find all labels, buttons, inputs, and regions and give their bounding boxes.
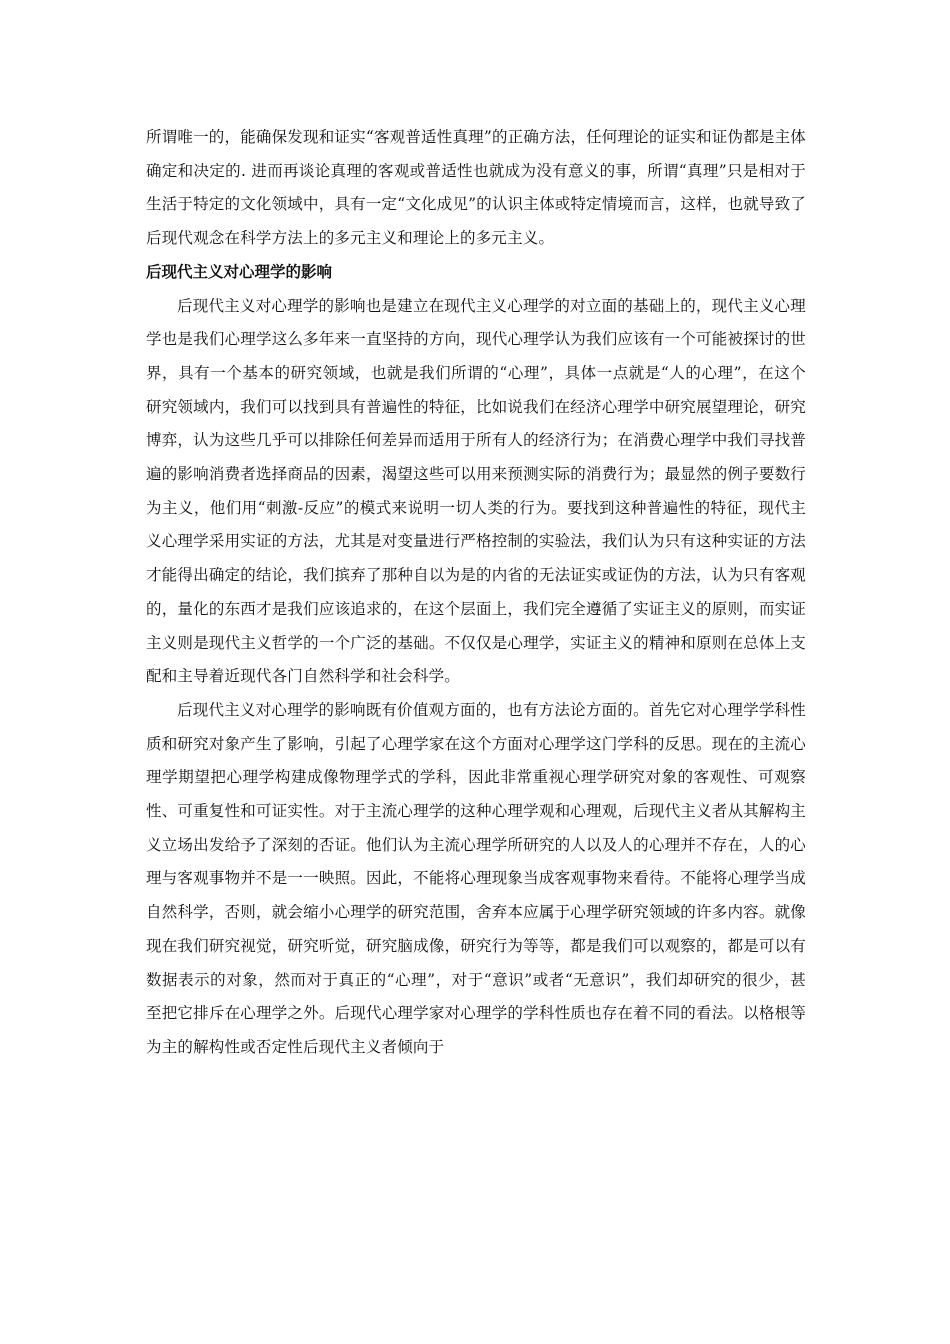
body-paragraph-1: 后现代主义对心理学的影响也是建立在现代主义心理学的对立面的基础上的，现代主义心理学也是我们心理学这么多年来一直坚持的方向，现代心理学认为我们应该有一个可能被探讨的世界，具有一个基本的研究领域，也就是我们所谓的“心理”，具体一点就是“人的心理”，在这个研究领域内，我们可以找到具有普遍性的特征，比如说我们在经济心理学中研究展望理论，研究博弈，认为这些几乎可以排除任何差异而适用于所有人的经济行为；在消费心理学中我们寻找普遍的影响消费者选择商品的因素，渴望这些可以用来预测实际的消费行为；最显然的例子要数行为主义，他们用“刺激-反应”的模式来说明一切人类的行为。要找到这种普遍性的特征，现代主义心理学采用实证的方法，尤其是对变量进行严格控制的实验法，我们认为只有这种实证的方法才能得出确定的结论，我们摈弃了那种自以为是的内省的无法证实或证伪的方法，认为只有客观的，量化的东西才是我们应该追求的，在这个层面上，我们完全遵循了实证主义的原则，而实证主义则是现代主义哲学的一个广泛的基础。不仅仅是心理学，实证主义的精神和原则在总体上支配和主导着近现代各门自然科学和社会科学。 <box>146 296 806 686</box>
section-heading: 后现代主义对心理学的影响 <box>146 262 333 281</box>
body-paragraph-2: 后现代主义对心理学的影响既有价值观方面的，也有方法论方面的。首先它对心理学学科性质和研究对象产生了影响，引起了心理学家在这个方面对心理学这门学科的反思。现在的主流心理学期望把心理学构建成像物理学式的学科，因此非常重视心理学研究对象的客观性、可观察性、可重复性和可证实性。对于主流心理学的这种心理学观和心理观，后现代主义者从其解构主义立场出发给予了深刻的否证。他们认为主流心理学所研究的人以及人的心理并不存在，人的心理与客观事物并不是一一映照。因此，不能将心理现象当成客观事物来看待。不能将心理学当成自然科学，否则，就会缩小心理学的研究范围，舍弃本应属于心理学研究领域的许多内容。就像现在我们研究视觉，研究听觉，研究脑成像，研究行为等等，都是我们可以观察的，都是可以有数据表示的对象，然而对于真正的“心理”，对于“意识”或者“无意识”，我们却研究的很少，甚至把它排斥在心理学之外。后现代心理学家对心理学的学科性质也存在着不同的看法。以格根等为主的解构性或否定性后现代主义者倾向于 <box>146 700 806 1056</box>
continuation-paragraph: 所谓唯一的，能确保发现和证实“客观普适性真理”的正确方法，任何理论的证实和证伪都是主体确定和决定的. 进而再谈论真理的客观或普适性也就成为没有意义的事，所谓“真理”只是相对于生活于特定的文化领域中，具有一定“文化成见”的认识主体或特定情境而言，这样，也就导致了后现代观念在科学方法上的多元主义和理论上的多元主义。 <box>146 128 806 248</box>
document-page <box>146 121 806 1065</box>
